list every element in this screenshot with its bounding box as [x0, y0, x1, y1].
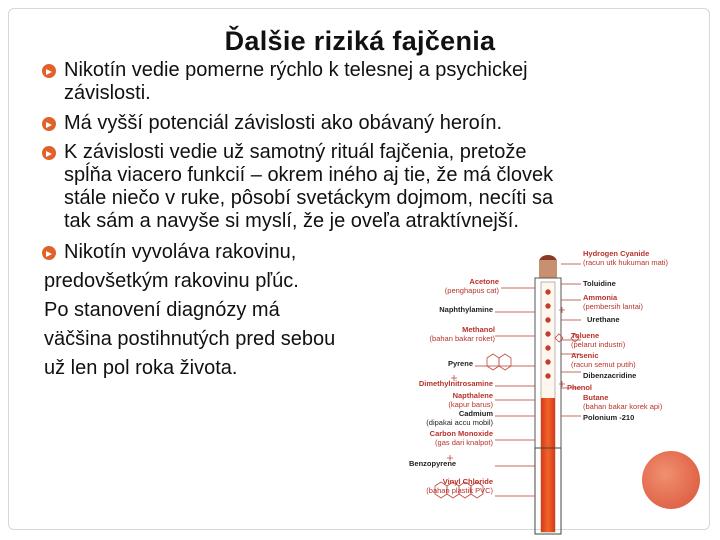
bullet-4-line-1: Nikotín vyvoláva rakovinu,	[64, 241, 297, 263]
bullet-3-line-3: stále niečo v ruke, pôsobí svetáckym dojmom, necíti sa	[64, 187, 554, 209]
bullet-icon	[42, 146, 56, 160]
bullet-3-line-4: tak sám a navyše si myslí, že je oveľa atraktívnejší.	[64, 210, 519, 232]
molecule-icon	[546, 332, 550, 336]
molecule-icon	[546, 346, 550, 350]
label-urethane: Urethane	[587, 315, 620, 324]
molecule-icon	[546, 290, 550, 294]
label-benzopyrene: Benzopyrene	[409, 459, 457, 468]
label-polonium: Polonium -210	[583, 413, 635, 422]
label-arsenic: Arsenic (racun semut putih)	[571, 351, 636, 369]
label-napthalene: Napthalene (kapur barus)	[448, 391, 493, 409]
decorative-circle	[642, 451, 700, 509]
bullet-4-line-4: väčšina postihnutých pred sebou	[44, 328, 336, 350]
benzene-ring-icon	[487, 354, 499, 370]
molecule-icon	[546, 374, 550, 378]
slide-title: Ďalšie riziká fajčenia	[224, 26, 496, 56]
bullet-4-line-3: Po stanovení diagnózy má	[44, 299, 280, 321]
bullet-1-line-1: Nikotín vedie pomerne rýchlo k telesnej a psychickej	[64, 59, 528, 81]
label-acetone: Acetone (penghapus cat)	[444, 277, 499, 295]
label-methanol: Methanol (bahan bakar roket)	[429, 325, 495, 343]
benzene-ring-icon	[499, 354, 511, 370]
label-butane: Butane (bahan bakar korek api)	[583, 393, 663, 411]
label-ammonia: Ammonia (pembersih lantai)	[583, 293, 644, 311]
molecule-icon	[546, 360, 550, 364]
label-carbon-monoxide: Carbon Monoxide (gas dari knalpot)	[429, 429, 493, 447]
label-toluidine: Toluidine	[583, 279, 616, 288]
label-phenol: Phenol	[567, 383, 593, 392]
bullet-2-line-1: Má vyšší potenciál závislosti ako obávaný heroín.	[64, 112, 502, 134]
label-dibenzacridine: Dibenzacridine	[583, 371, 637, 380]
label-toluene: Toluene (pelarut industri)	[571, 331, 626, 349]
label-hydrogen-cyanide: Hydrogen Cyanide (racun utk hukuman mati)	[583, 249, 669, 267]
bullet-icon	[42, 64, 56, 78]
label-vinyl-chloride: Vinyl Chloride (bahan plastik PVC)	[426, 477, 493, 495]
label-dimethylnitrosamine: Dimethylnitrosamine	[418, 379, 493, 388]
bullet-4-line-5: už len pol roka života.	[44, 357, 238, 379]
molecule-icon	[546, 318, 550, 322]
bullet-icon	[42, 117, 56, 131]
molecule-icon	[546, 304, 550, 308]
bullet-icon	[42, 246, 56, 260]
bullet-3-line-1: K závislosti vedie už samotný rituál fajčenia, pretože	[64, 141, 527, 163]
bullet-4-line-2: predovšetkým rakovinu pľúc.	[44, 270, 299, 292]
label-naphthylamine: Naphthylamine	[439, 305, 493, 314]
bullet-1-line-2: závislosti.	[64, 82, 151, 104]
bullet-3-line-2: spĺňa viacero funkcií – okrem iného aj tie, že má človek	[64, 164, 554, 186]
label-cadmium: Cadmium (dipakai accu mobil)	[426, 409, 493, 427]
label-pyrene: Pyrene	[447, 359, 473, 368]
tar-column	[541, 398, 555, 532]
